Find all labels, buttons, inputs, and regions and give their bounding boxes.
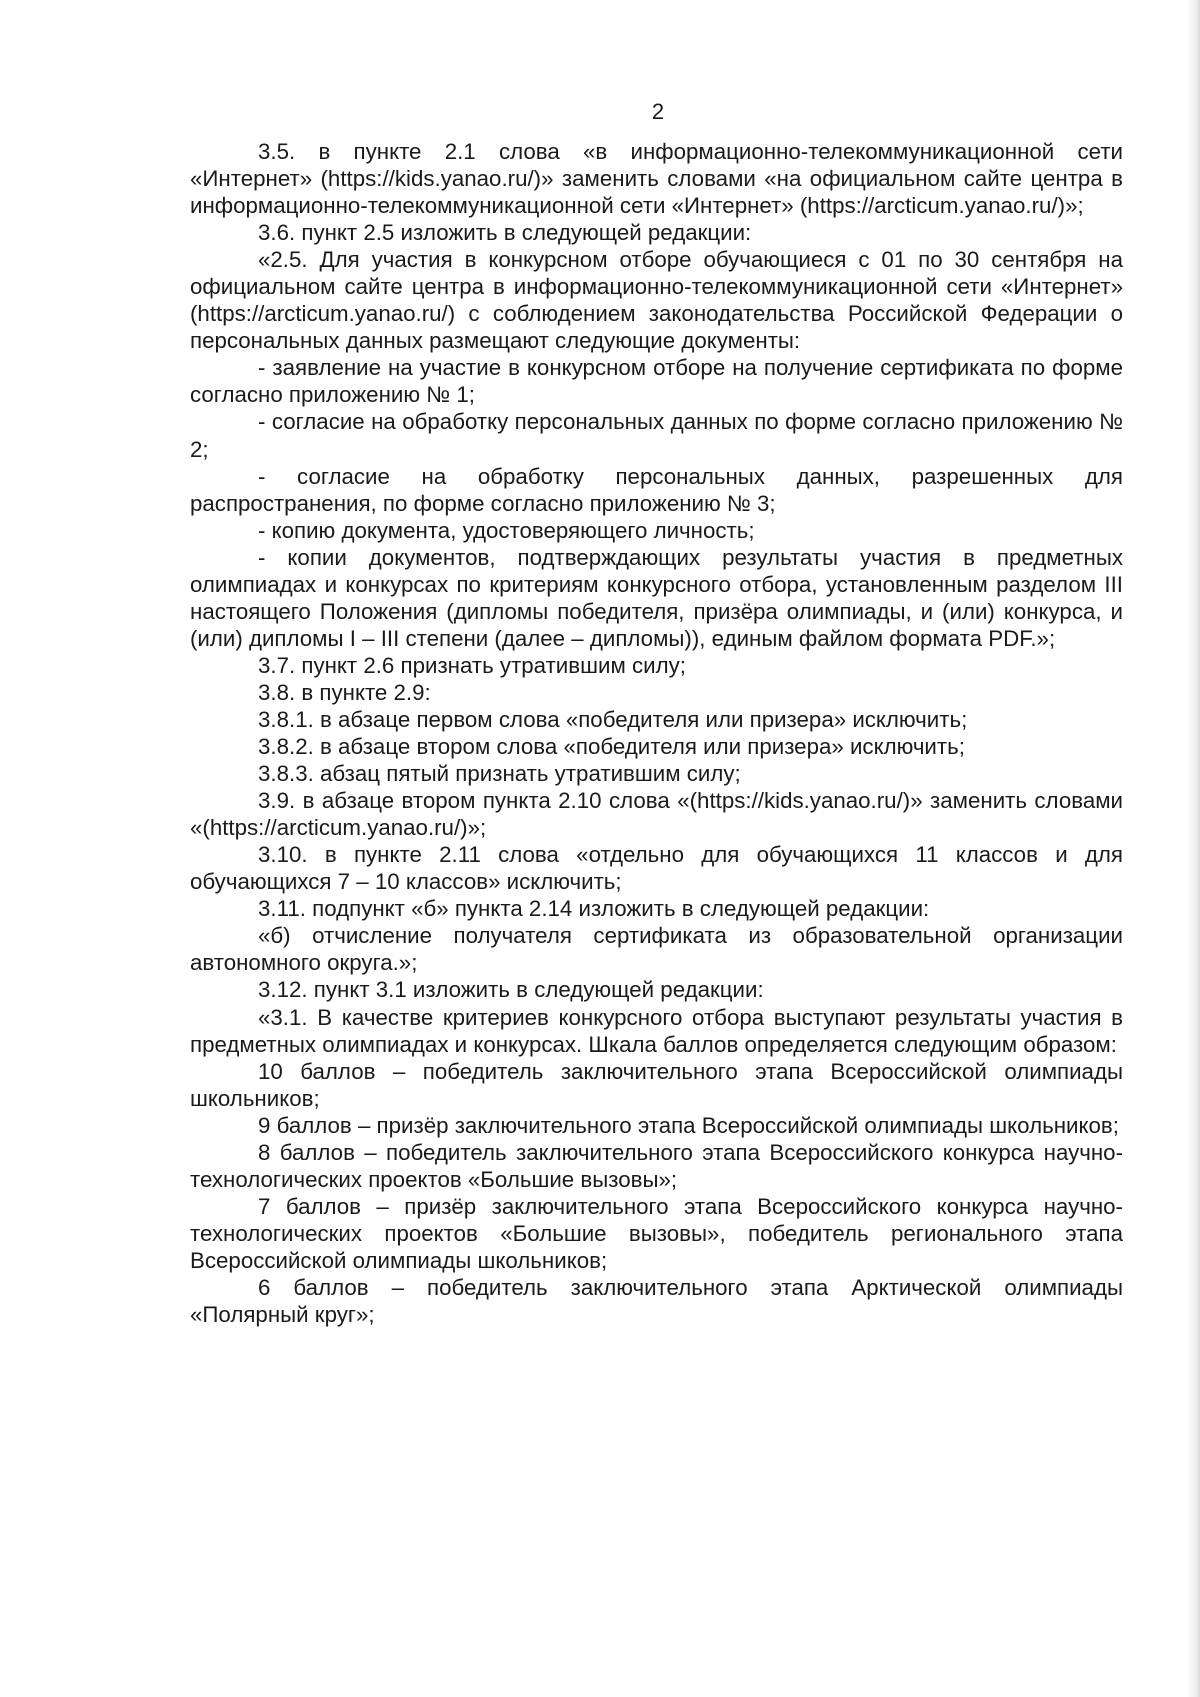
paragraph-3-11: 3.11. подпункт «б» пункта 2.14 изложить в следующей редакции: xyxy=(258,896,930,922)
paragraph-3-8-1: 3.8.1. в абзаце первом слова «победителя или призера» исключить; xyxy=(258,706,968,732)
list-item-consent-personal-data: - согласие на обработку персональных данных по форме согласно приложению № 2; xyxy=(190,409,1123,462)
paragraph-3-9: 3.9. в абзаце втором пункта 2.10 слова «(https://kids.yanao.ru/)» заменить словами «(https://arcticum.yanao.ru/)»; xyxy=(190,788,1123,841)
document-body xyxy=(190,138,1123,1328)
scan-edge-shadow xyxy=(1186,0,1200,1697)
list-item-results-documents: - копии документов, подтверждающих результаты участия в предметных олимпиадах и конкурсах по критериям конкурсного отбора, установленным разделом III настоящего Положения (дипломы победителя, призёра олимпиады, и (или) конкурса, и (или) дипломы I – III степени (далее – дипломы)), единым файлом формата PDF.»; xyxy=(190,544,1123,651)
score-6-points: 6 баллов – победитель заключительного этапа Арктической олимпиады «Полярный круг»; xyxy=(190,1274,1123,1328)
subparagraph-b-quote: «б) отчисление получателя сертификата из образовательной организации автономного округа.»; xyxy=(190,923,1123,976)
paragraph-3-10: 3.10. в пункте 2.11 слова «отдельно для обучающихся 11 классов и для обучающихся 7 – 10 классов» исключить; xyxy=(190,842,1123,895)
paragraph-3-6: 3.6. пункт 2.5 изложить в следующей редакции: xyxy=(258,220,752,246)
paragraph-2-5-quote: «2.5. Для участия в конкурсном отборе обучающиеся с 01 по 30 сентября на официальном сайте центра в информационно-телекоммуникационной сети «Интернет» (https://arcticum.yanao.ru/) с соблюдением законодательства Российской Федерации о персональных данных размещают следующие документы: xyxy=(190,247,1123,354)
paragraph-3-5: 3.5. в пункте 2.1 слова «в информационно-телекоммуникационной сети «Интернет» (https://kids.yanao.ru/)» заменить словами «на официальном сайте центра в информационно-телекоммуникационной сети «Интернет» (https://arcticum.yanao.ru/)»; xyxy=(190,139,1123,219)
paragraph-3-1-quote: «3.1. В качестве критериев конкурсного отбора выступают результаты участия в предметных олимпиадах и конкурсах. Шкала баллов определяется следующим образом: xyxy=(190,1004,1123,1057)
list-item-consent-distribution: - согласие на обработку персональных данных, разрешенных для распространения, по форме согласно приложению № 3; xyxy=(190,463,1123,516)
list-item-application: - заявление на участие в конкурсном отборе на получение сертификата по форме согласно приложению № 1; xyxy=(190,355,1123,408)
paragraph-3-8-3: 3.8.3. абзац пятый признать утратившим силу; xyxy=(258,761,741,787)
score-7-points: 7 баллов – призёр заключительного этапа Всероссийского конкурса научно-технологических проектов «Большие вызовы», победитель регионального этапа Всероссийской олимпиады школьников; xyxy=(190,1193,1123,1273)
paragraph-3-8: 3.8. в пункте 2.9: xyxy=(258,679,431,705)
paragraph-3-12: 3.12. пункт 3.1 изложить в следующей редакции: xyxy=(258,977,764,1003)
score-8-points: 8 баллов – победитель заключительного этапа Всероссийского конкурса научно-технологических проектов «Большие вызовы»; xyxy=(190,1139,1123,1192)
paragraph-3-8-2: 3.8.2. в абзаце втором слова «победителя или призера» исключить; xyxy=(258,734,965,760)
paragraph-3-7: 3.7. пункт 2.6 признать утратившим силу; xyxy=(258,652,686,678)
list-item-identity-document: - копию документа, удостоверяющего личность; xyxy=(258,517,755,543)
score-9-points: 9 баллов – призёр заключительного этапа Всероссийской олимпиады школьников; xyxy=(258,1112,1119,1138)
page-number: 2 xyxy=(651,99,665,124)
score-10-points: 10 баллов – победитель заключительного этапа Всероссийской олимпиады школьников; xyxy=(190,1058,1123,1111)
